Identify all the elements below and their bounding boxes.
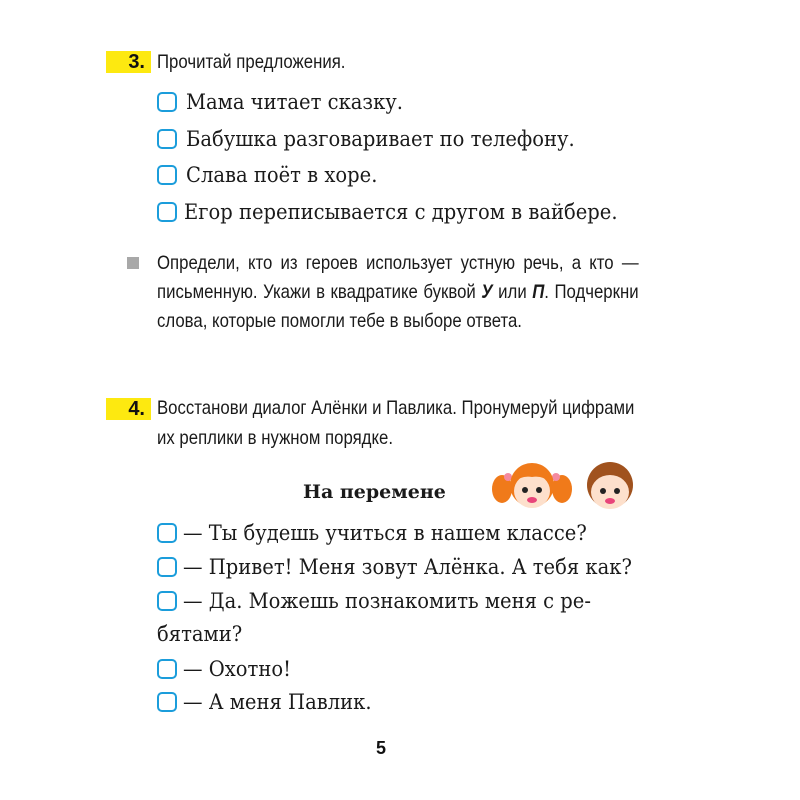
girl-face-icon [492,463,572,508]
letter-u: У [481,281,493,303]
task-title: Прочитай предложения. [157,51,346,73]
dialog-line: — Охотно! [183,657,291,681]
sentence-item: Бабушка разговаривает по телефону. [186,127,575,151]
dialog-line-wrap: бятами? [157,622,243,646]
answer-checkbox[interactable] [157,129,177,149]
task-title: Восстанови диалог Алёнки и Павлика. Пронумеруй цифрами их реплики в нужном порядке. [157,397,635,449]
task-number-badge: 3. [106,51,151,73]
dialog-line: — Да. Можешь познакомить меня с ре- [183,589,591,613]
page-number: 5 [376,738,387,758]
answer-checkbox[interactable] [157,165,177,185]
instruction-note [157,249,639,336]
grey-square-bullet-icon [127,257,139,269]
letter-p: П [532,281,545,303]
note-text-part: Определи, кто из героев использует устную речь, а кто — письменную. Укажи в квадратике буквой [157,252,639,303]
order-checkbox[interactable] [157,659,177,679]
sentence-item: Егор переписывается с другом в вайбере. [184,200,618,224]
dialog-line: — Ты будешь учиться в нашем классе? [183,521,587,545]
section-heading: На перемене [303,481,446,503]
order-checkbox[interactable] [157,523,177,543]
girl-and-boy-faces-icon [490,455,650,515]
note-text-part: или [492,281,533,303]
boy-face-icon [587,462,633,509]
task-number-badge: 4. [106,398,151,420]
order-checkbox[interactable] [157,591,177,611]
dialog-line: — Привет! Меня зовут Алёнка. А тебя как? [183,555,632,579]
note-text-part: . Подчеркни слова, которые помогли тебе в выборе ответа. [157,281,639,332]
order-checkbox[interactable] [157,557,177,577]
answer-checkbox[interactable] [157,92,177,112]
order-checkbox[interactable] [157,692,177,712]
dialog-line: — А меня Павлик. [183,690,372,714]
sentence-item: Слава поёт в хоре. [186,163,378,187]
sentence-item: Мама читает сказку. [186,90,403,114]
answer-checkbox[interactable] [157,202,177,222]
